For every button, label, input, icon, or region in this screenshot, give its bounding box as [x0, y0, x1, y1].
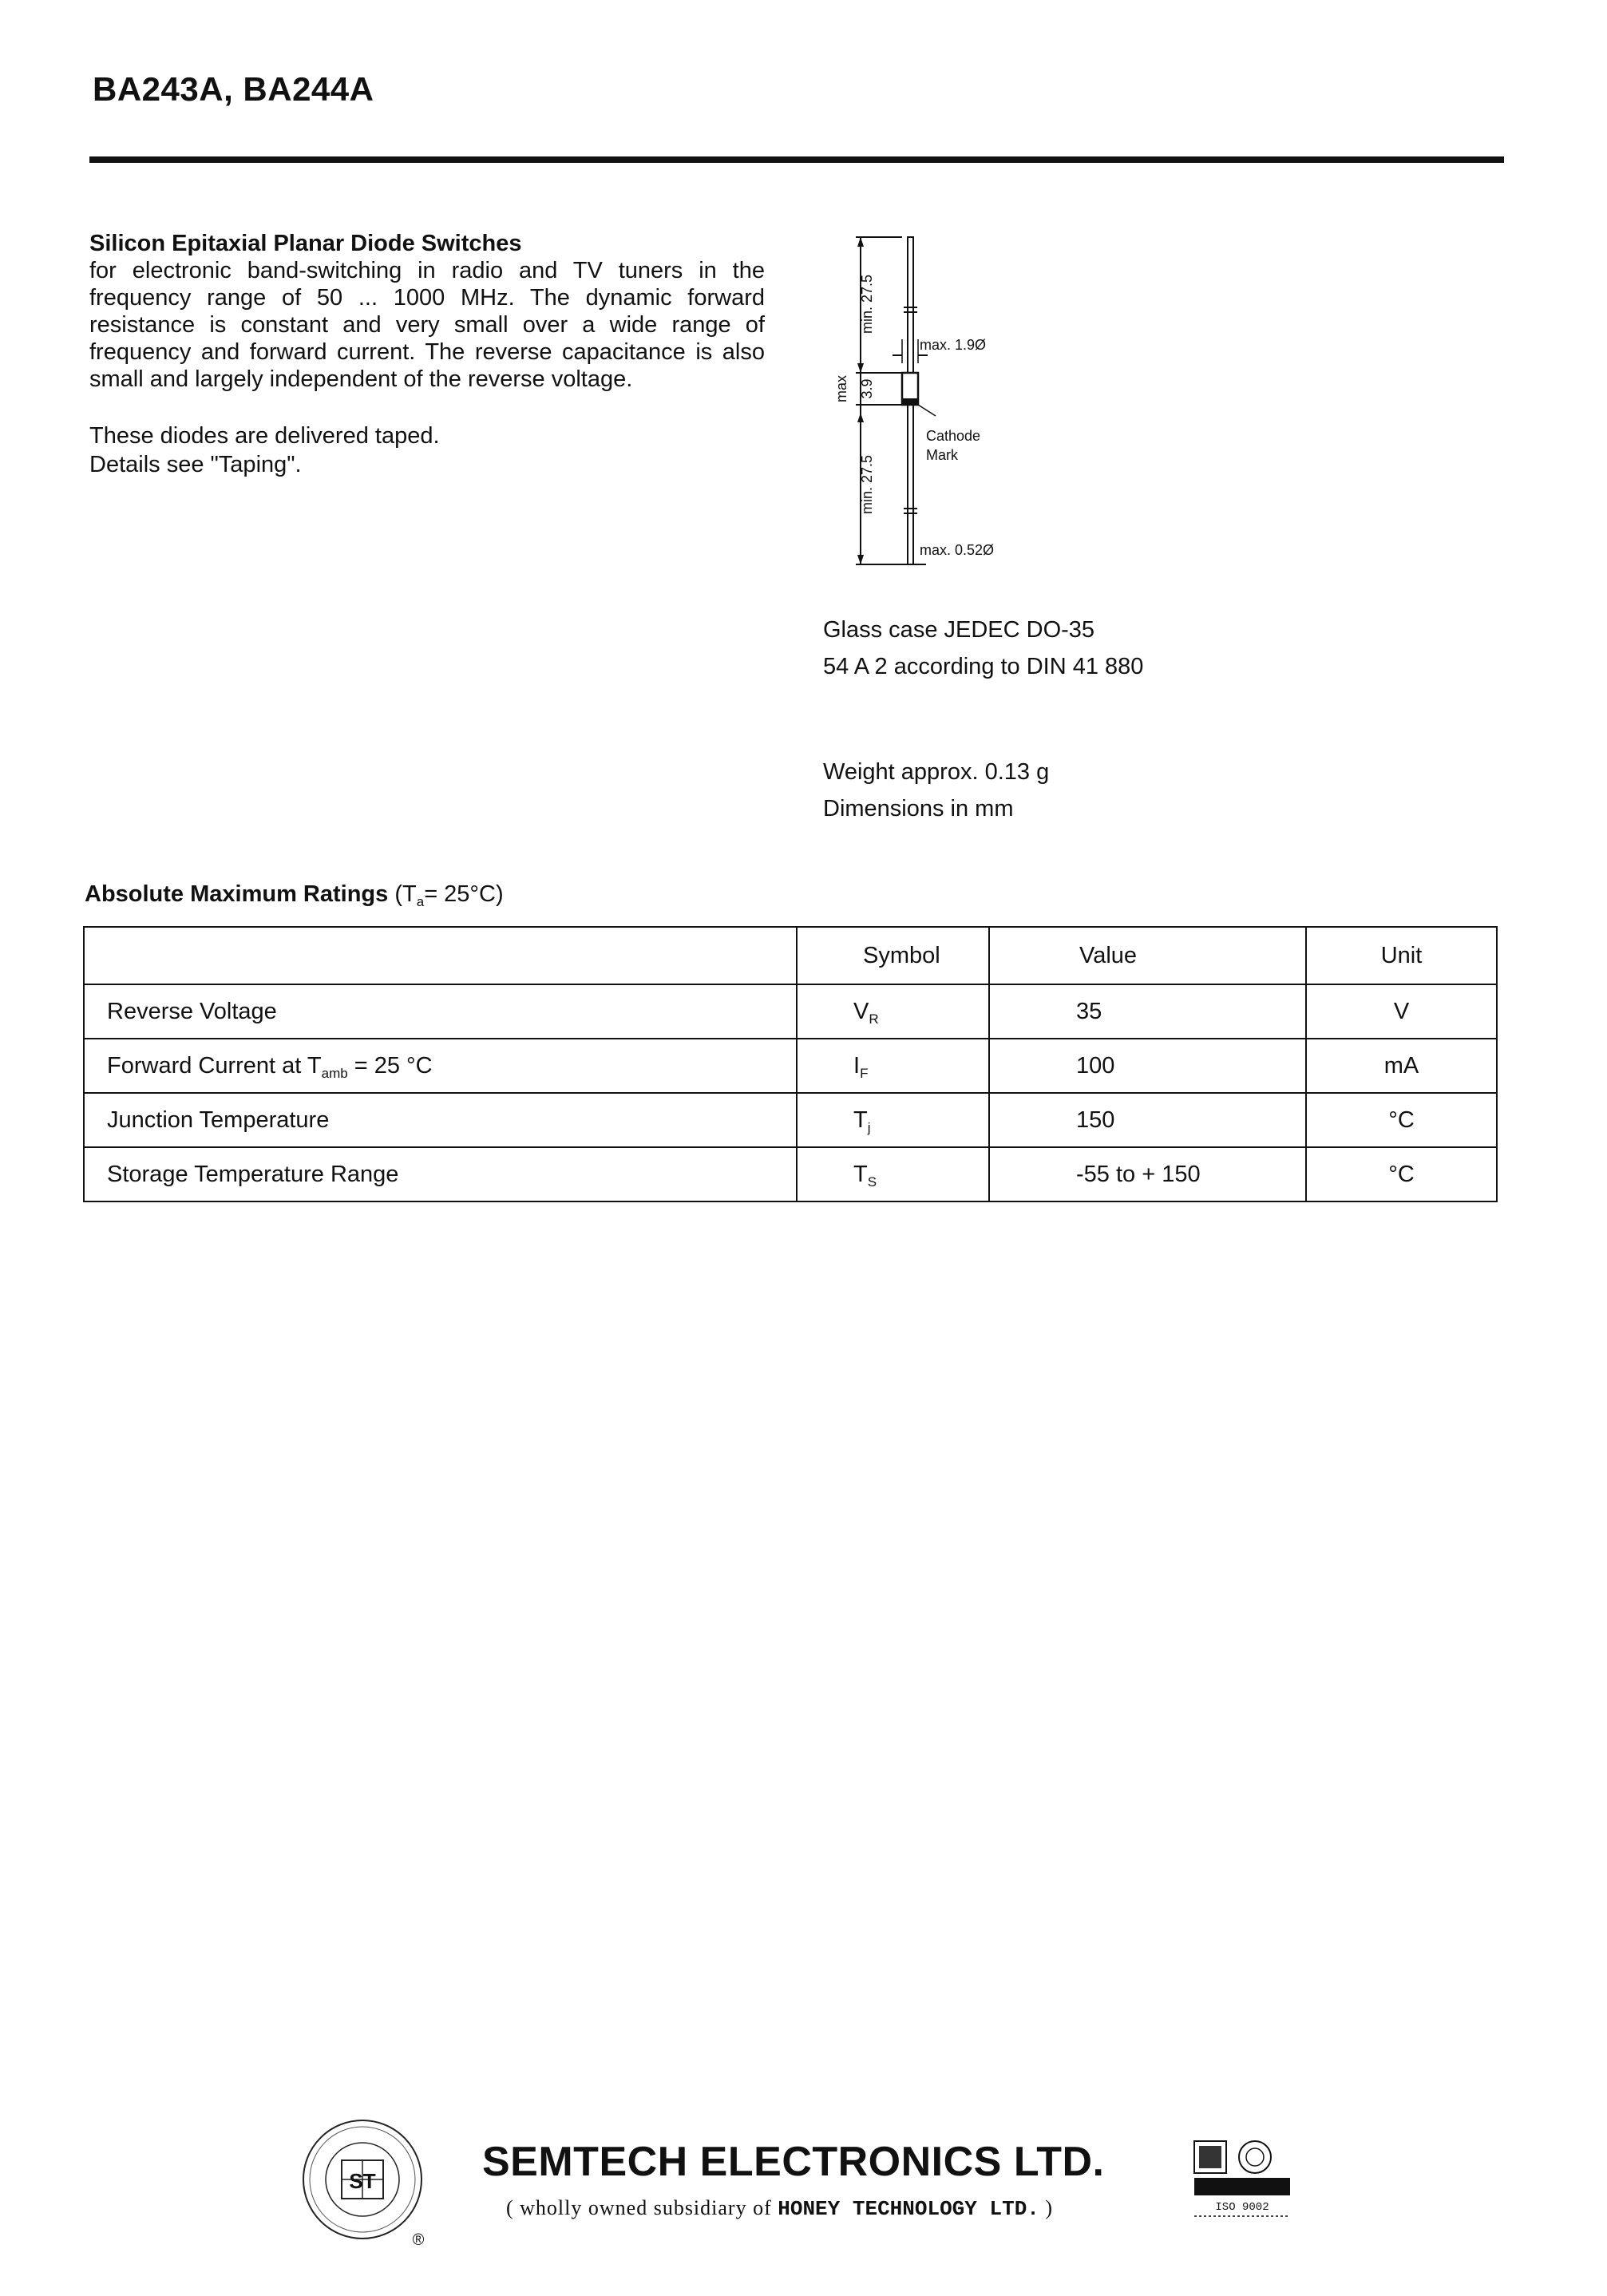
registered-mark: ® — [412, 2231, 425, 2249]
delivery-line-1: These diodes are delivered taped. — [89, 423, 440, 449]
symbol-cell: $I_F$ — [797, 1039, 989, 1093]
unit-cell: °C — [1306, 1147, 1497, 1201]
value-cell: 35 — [989, 984, 1306, 1039]
weight-info — [823, 754, 1049, 827]
top-lead — [908, 237, 913, 373]
symbol-cell: $V_R$ — [797, 984, 989, 1039]
ratings-table — [83, 926, 1498, 1202]
ratings-condition-open: (T — [388, 881, 417, 907]
param-cell: Storage Temperature Range — [84, 1147, 797, 1201]
body-diameter-label: max. 1.9Ø — [920, 337, 987, 353]
table-header-row — [84, 927, 1497, 984]
table-row — [84, 1039, 1497, 1093]
ratings-condition-sub: a — [416, 894, 425, 909]
package-outline-diagram — [814, 228, 1078, 583]
table-row — [84, 1093, 1497, 1147]
bottom-lead-length-label: min. 27.5 — [859, 454, 875, 515]
description-heading: Silicon Epitaxial Planar Diode Switches — [89, 231, 522, 256]
company-name: SEMTECH ELECTRONICS LTD. — [482, 2139, 1105, 2185]
header-param — [84, 927, 797, 984]
weight-line: Weight approx. 0.13 g — [823, 759, 1050, 785]
certification-marks — [1193, 2136, 1296, 2224]
ratings-condition-close: = 25°C) — [424, 881, 504, 907]
param-cell: Reverse Voltage — [84, 984, 797, 1039]
header-symbol: Symbol — [797, 927, 989, 984]
cathode-label-1: Cathode — [926, 428, 981, 444]
unit-cell: °C — [1306, 1093, 1497, 1147]
ratings-heading — [85, 881, 504, 908]
param-cell: Forward Current at $T_{amb} = 25$ °C — [84, 1039, 797, 1093]
top-lead-length-label: min. 27.5 — [859, 274, 875, 335]
table-row — [84, 984, 1497, 1039]
case-info — [823, 612, 1143, 685]
case-line-2: 54 A 2 according to DIN 41 880 — [823, 654, 1144, 679]
value-cell: 150 — [989, 1093, 1306, 1147]
lead-diameter-label: max. 0.52Ø — [920, 542, 995, 558]
delivery-line-2: Details see "Taping". — [89, 452, 302, 477]
dimensions-note: Dimensions in mm — [823, 796, 1014, 821]
value-cell: -55 to + 150 — [989, 1147, 1306, 1201]
cathode-band — [902, 398, 918, 405]
header-value: Value — [989, 927, 1306, 984]
semtech-logo — [300, 2117, 428, 2250]
table-row — [84, 1147, 1497, 1201]
bottom-lead — [908, 405, 913, 564]
logo-letters: ST — [349, 2169, 376, 2193]
description-block — [89, 230, 765, 393]
ratings-heading-title: Absolute Maximum Ratings — [85, 881, 389, 907]
symbol-cell: $T_j$ — [797, 1093, 989, 1147]
delivery-note — [89, 422, 440, 479]
unit-cell: mA — [1306, 1039, 1497, 1093]
param-cell: Junction Temperature — [84, 1093, 797, 1147]
body-length-max-label: max — [833, 374, 849, 403]
page-title: BA243A, BA244A — [93, 70, 374, 108]
parent-company: HONEY TECHNOLOGY LTD. — [778, 2197, 1039, 2221]
value-cell: 100 — [989, 1039, 1306, 1093]
subsidiary-text-close: ) — [1039, 2196, 1054, 2219]
cathode-label-2: Mark — [926, 447, 958, 463]
company-subsidiary-line — [506, 2196, 1053, 2221]
cert-text: ISO 9002 — [1215, 2201, 1269, 2214]
header-unit: Unit — [1306, 927, 1497, 984]
case-line-1: Glass case JEDEC DO-35 — [823, 617, 1095, 643]
subsidiary-text-open: ( wholly owned subsidiary of — [506, 2196, 778, 2219]
description-text: for electronic band-switching in radio and TV tuners in the frequency range of 50 ... 1000 MHz. The dynamic forward resistance is constant and very small over a wide range of frequency and forward current. The reverse capacitance is also small and largely independent of the reverse voltage. — [89, 258, 765, 392]
body-length-label: 3.9 — [859, 378, 875, 399]
title-rule — [89, 156, 1504, 163]
unit-cell: V — [1306, 984, 1497, 1039]
symbol-cell: $T_S$ — [797, 1147, 989, 1201]
